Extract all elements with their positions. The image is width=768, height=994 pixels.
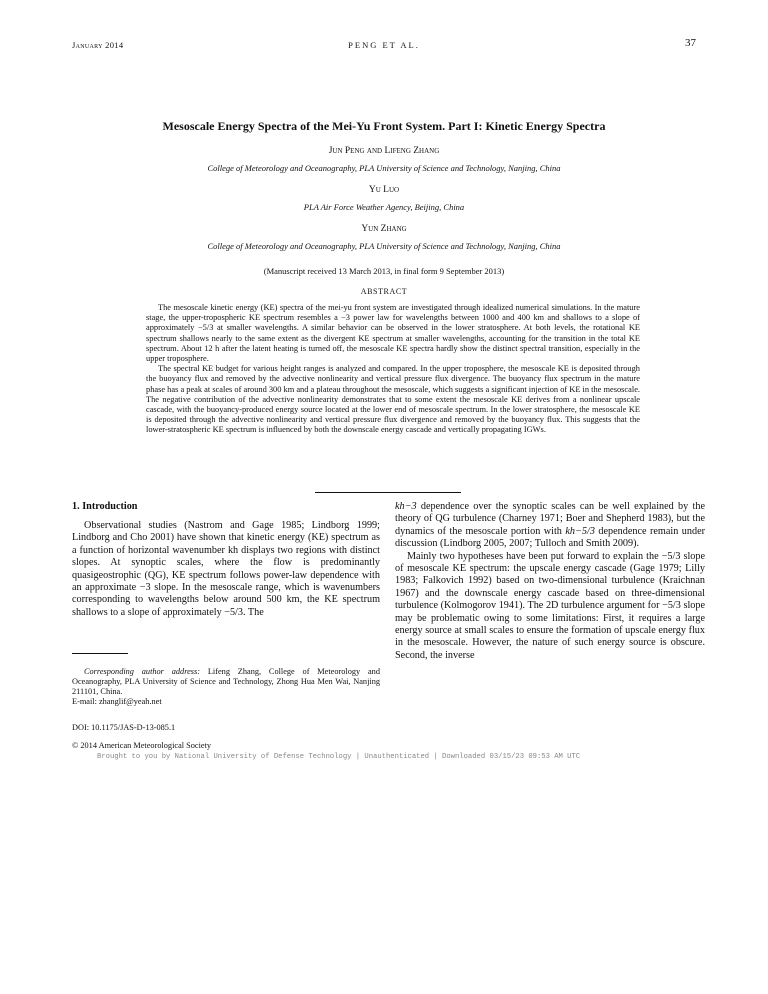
text-run: dependence remain under discussion (Lindborg 2005, 2007; Tulloch and Smith 2009). xyxy=(395,525,705,550)
footnote-rule xyxy=(72,653,128,654)
math-kh: kh−5/3 xyxy=(565,525,595,537)
footnote-email: E-mail: zhanglif@yeah.net xyxy=(72,697,162,706)
author-affiliation: College of Meteorology and Oceanography, PLA University of Science and Technology, Nanjing, China xyxy=(207,163,561,173)
right-column xyxy=(395,501,705,662)
running-header-date: January 2014 xyxy=(72,40,124,50)
author-affiliation: PLA Air Force Weather Agency, Beijing, China xyxy=(303,202,465,212)
manuscript-dates: (Manuscript received 13 March 2013, in final form 9 September 2013) xyxy=(263,266,505,276)
body-paragraph: Mainly two hypotheses have been put forward to explain the −5/3 slope of mesoscale KE spectrum: the upscale energy cascade (Gage 1979; Lilly 1983; Falkovich 1992) based on two-dimensional turbulence (Kraichnan 1967) and the downscale energy cascade based on three-dimensional turbulence (Kolmogorov 1941). The 2D turbulence argument for −5/3 slope may be problematic owing to some limitations: First, it requires a large energy source at small scales to ensure the formation of upscale energy flux in the mesoscale. However, the nature of such energy source is obscure. Second, the inverse xyxy=(395,550,705,661)
body-paragraph xyxy=(395,501,705,551)
left-column xyxy=(72,520,380,619)
author-names: Yu Luo xyxy=(368,185,400,195)
abstract-paragraph: The mesoscale kinetic energy (KE) spectra of the mei-yu front system are investigated through idealized numerical simulations. In the mature stage, the upper-tropospheric KE spectrum resembles a −3 power law for wavelengths between 1000 and 400 km and shallows to a slope of approximately −5/3 at smaller wavelengths. A similar behavior can be observed in the lower stratosphere. At both levels, the rotational KE spectrum shallows nearly to the same extent as the divergent KE spectrum at smaller wavelengths, accounting for the transition in the total KE spectrum. About 12 h after the latent heating is turned off, the mesoscale KE spectra hardly show the distinct spectral transition, especially in the upper troposphere. xyxy=(146,303,640,364)
author-names: Yun Zhang xyxy=(361,224,407,234)
body-paragraph: Observational studies (Nastrom and Gage 1985; Lindborg 1999; Lindborg and Cho 2001) have shown that kinetic energy (KE) spectrum as a function of horizontal wavenumber kh displays two regions with distinct slopes. At synoptic scales, where the flow is predominantly quasigeostrophic (QG), KE spectrum follows power-law dependence with an approximate −3 slope. In the mesoscale range, which is wavenumbers corresponding to wavelengths below around 500 km, the KE spectrum shallows to a slope of approximately −5/3. The xyxy=(72,520,380,618)
author-names: Jun Peng and Lifeng Zhang xyxy=(328,146,440,156)
page-number: 37 xyxy=(685,37,696,49)
copyright: © 2014 American Meteorological Society xyxy=(72,741,212,750)
abstract xyxy=(146,303,640,436)
text-run: dependence over the synoptic scales can be well explained by the theory of QG turbulence (Charney 1971; Boer and Shepherd 1983), but the dynamics of the mesoscale portion with xyxy=(395,501,705,537)
footnote xyxy=(72,667,380,707)
running-header-authors: PENG ET AL. xyxy=(348,40,420,50)
paper-title: Mesoscale Energy Spectra of the Mei-Yu Front System. Part I: Kinetic Energy Spectra xyxy=(162,119,606,133)
footnote-text: Lifeng Zhang, College of Meteorology and Oceanography, PLA University of Science and Technology, Zhong Hua Men Wai, Nanjing 211101, China. xyxy=(72,667,380,696)
math-kh: kh−3 xyxy=(395,501,417,512)
doi[interactable]: DOI: 10.1175/JAS-D-13-085.1 xyxy=(72,723,176,732)
abstract-paragraph: The spectral KE budget for various height ranges is analyzed and compared. In the upper troposphere, the mesoscale KE is deposited through the buoyancy flux and removed by the advective nonlinearity and vertical pressure flux divergence. The buoyancy flux spectrum in the mature phase has a peak at scales of around 300 km and a plateau throughout the mesoscale, which suggests a significant injection of KE in the mesoscale. The negative contribution of the advective nonlinearity demonstrates that to some extent the mesoscale KE derives from a nonlinear upscale cascade, with the buoyancy-produced energy source located at the lower end of mesoscale spectrum. In the lower stratosphere, the mesoscale KE is deposited through the advective nonlinearity and vertical pressure flux divergence and removed by the buoyancy flux. This suggests that the lower-stratospheric KE spectrum is influenced by both the downscale energy cascade and vertically propagating IGWs. xyxy=(146,364,640,435)
section-heading: 1. Introduction xyxy=(72,501,138,512)
section-divider xyxy=(315,492,461,493)
download-notice: Brought to you by National University of Defense Technology | Unauthenticated | Downloaded 03/15/23 09:53 AM UTC xyxy=(97,753,581,761)
author-affiliation: College of Meteorology and Oceanography, PLA University of Science and Technology, Nanjing, China xyxy=(207,241,561,251)
footnote-label: Corresponding author address: xyxy=(84,667,201,676)
abstract-heading: ABSTRACT xyxy=(360,287,408,296)
